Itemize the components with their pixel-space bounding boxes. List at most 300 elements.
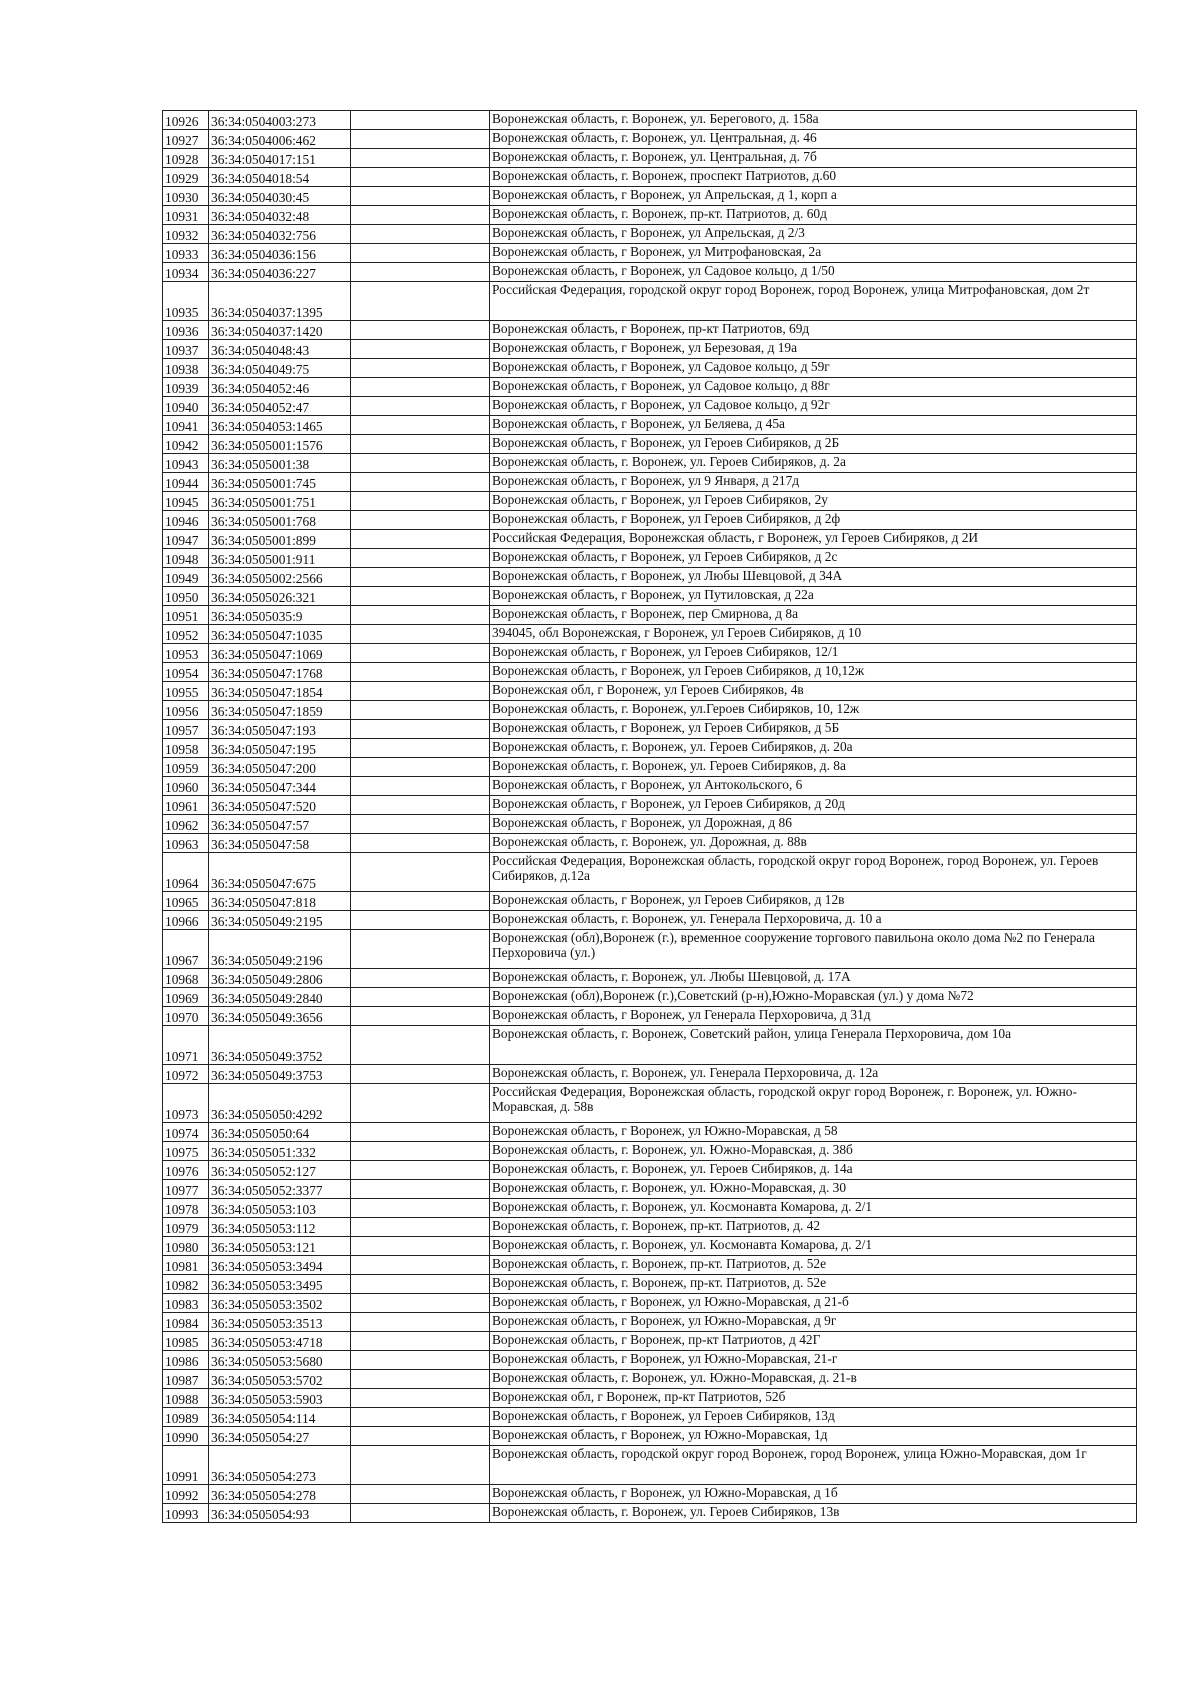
- address: Воронежская область, г Воронеж, ул Героев Сибиряков, д 12в: [490, 892, 1137, 911]
- empty-cell: [351, 1218, 490, 1237]
- cadastral-number: 36:34:0505001:751: [209, 492, 351, 511]
- cadastral-number: 36:34:0505047:675: [209, 853, 351, 892]
- address: Российская Федерация, Воронежская область, городской округ город Воронеж, г. Воронеж, ул. Южно-Моравская, д. 58в: [490, 1084, 1137, 1123]
- address: Воронежская область, г. Воронеж, ул. Южно-Моравская, д. 21-в: [490, 1370, 1137, 1389]
- table-row: [163, 1256, 1137, 1275]
- address: Российская Федерация, Воронежская область, городской округ город Воронеж, город Воронеж, ул. Героев Сибиряков, д.12а: [490, 853, 1137, 892]
- row-number: 10941: [163, 416, 209, 435]
- cadastral-number: 36:34:0505053:3513: [209, 1313, 351, 1332]
- row-number: 10963: [163, 834, 209, 853]
- table-row: [163, 187, 1137, 206]
- table-row: [163, 282, 1137, 321]
- address: Воронежская область, г. Воронеж, ул. Космонавта Комарова, д. 2/1: [490, 1199, 1137, 1218]
- empty-cell: [351, 244, 490, 263]
- table-row: [163, 853, 1137, 892]
- row-number: 10992: [163, 1485, 209, 1504]
- row-number: 10952: [163, 625, 209, 644]
- row-number: 10962: [163, 815, 209, 834]
- cadastral-number: 36:34:0504030:45: [209, 187, 351, 206]
- table-row: [163, 1007, 1137, 1026]
- row-number: 10931: [163, 206, 209, 225]
- cadastral-number: 36:34:0505026:321: [209, 587, 351, 606]
- table-row: [163, 568, 1137, 587]
- row-number: 10948: [163, 549, 209, 568]
- row-number: 10928: [163, 149, 209, 168]
- cadastral-number: 36:34:0505047:1069: [209, 644, 351, 663]
- row-number: 10993: [163, 1504, 209, 1523]
- table-row: [163, 892, 1137, 911]
- cadastral-number: 36:34:0505053:103: [209, 1199, 351, 1218]
- row-number: 10984: [163, 1313, 209, 1332]
- empty-cell: [351, 225, 490, 244]
- row-number: 10934: [163, 263, 209, 282]
- cadastral-number: 36:34:0504037:1420: [209, 321, 351, 340]
- cadastral-number: 36:34:0505049:3656: [209, 1007, 351, 1026]
- row-number: 10968: [163, 969, 209, 988]
- row-number: 10943: [163, 454, 209, 473]
- address: Воронежская область, г Воронеж, ул Героев Сибиряков, д 10,12ж: [490, 663, 1137, 682]
- row-number: 10959: [163, 758, 209, 777]
- empty-cell: [351, 1332, 490, 1351]
- table-row: [163, 606, 1137, 625]
- address: Воронежская область, г Воронеж, ул Южно-Моравская, д 1б: [490, 1485, 1137, 1504]
- address: Воронежская область, г. Воронеж, ул. Генерала Перхоровича, д. 10 а: [490, 911, 1137, 930]
- address: Воронежская область, г Воронеж, ул Любы Шевцовой, д 34А: [490, 568, 1137, 587]
- cadastral-number: 36:34:0505053:121: [209, 1237, 351, 1256]
- cadastral-number: 36:34:0505049:3753: [209, 1065, 351, 1084]
- address: Воронежская область, г. Воронеж, ул. Берегового, д. 158а: [490, 111, 1137, 130]
- address: Воронежская область, г. Воронеж, ул. Южно-Моравская, д. 38б: [490, 1142, 1137, 1161]
- table-row: [163, 1332, 1137, 1351]
- table-row: [163, 682, 1137, 701]
- address: Воронежская область, г Воронеж, ул Дорожная, д 86: [490, 815, 1137, 834]
- cadastral-number: 36:34:0504036:156: [209, 244, 351, 263]
- row-number: 10988: [163, 1389, 209, 1408]
- table-row: [163, 1084, 1137, 1123]
- cadastral-number: 36:34:0505049:2195: [209, 911, 351, 930]
- empty-cell: [351, 1065, 490, 1084]
- cadastral-number: 36:34:0505053:3502: [209, 1294, 351, 1313]
- cadastral-number: 36:34:0505047:818: [209, 892, 351, 911]
- empty-cell: [351, 1427, 490, 1446]
- row-number: 10981: [163, 1256, 209, 1275]
- empty-cell: [351, 834, 490, 853]
- empty-cell: [351, 796, 490, 815]
- empty-cell: [351, 625, 490, 644]
- address: Воронежская область, г Воронеж, ул Беляева, д 45а: [490, 416, 1137, 435]
- row-number: 10989: [163, 1408, 209, 1427]
- address: Воронежская обл, г Воронеж, ул Героев Сибиряков, 4в: [490, 682, 1137, 701]
- address: Воронежская (обл),Воронеж (г.), временное сооружение торгового павильона около дома №2 по Генерала Перхоровича (ул.): [490, 930, 1137, 969]
- property-registry-table: [162, 110, 1137, 1523]
- table-row: [163, 1026, 1137, 1065]
- empty-cell: [351, 1370, 490, 1389]
- table-row: [163, 492, 1137, 511]
- registry-rows: [163, 111, 1137, 1523]
- cadastral-number: 36:34:0505049:3752: [209, 1026, 351, 1065]
- table-row: [163, 1123, 1137, 1142]
- row-number: 10940: [163, 397, 209, 416]
- address: Воронежская область, г. Воронеж, ул. Дорожная, д. 88в: [490, 834, 1137, 853]
- address: Воронежская область, г. Воронеж, ул. Генерала Перхоровича, д. 12а: [490, 1065, 1137, 1084]
- cadastral-number: 36:34:0505047:520: [209, 796, 351, 815]
- address: Воронежская область, г. Воронеж, ул. Центральная, д. 46: [490, 130, 1137, 149]
- row-number: 10990: [163, 1427, 209, 1446]
- row-number: 10957: [163, 720, 209, 739]
- empty-cell: [351, 1007, 490, 1026]
- table-row: [163, 321, 1137, 340]
- table-row: [163, 130, 1137, 149]
- address: Воронежская область, г Воронеж, ул Героев Сибиряков, д 5Б: [490, 720, 1137, 739]
- cadastral-number: 36:34:0505049:2806: [209, 969, 351, 988]
- address: Воронежская область, г Воронеж, ул Путиловская, д 22а: [490, 587, 1137, 606]
- address: Российская Федерация, Воронежская область, г Воронеж, ул Героев Сибиряков, д 2И: [490, 530, 1137, 549]
- row-number: 10944: [163, 473, 209, 492]
- empty-cell: [351, 511, 490, 530]
- cadastral-number: 36:34:0505050:64: [209, 1123, 351, 1142]
- row-number: 10985: [163, 1332, 209, 1351]
- cadastral-number: 36:34:0505054:278: [209, 1485, 351, 1504]
- empty-cell: [351, 682, 490, 701]
- empty-cell: [351, 663, 490, 682]
- empty-cell: [351, 263, 490, 282]
- table-row: [163, 739, 1137, 758]
- row-number: 10953: [163, 644, 209, 663]
- address: Воронежская область, г Воронеж, ул Героев Сибиряков, д 20д: [490, 796, 1137, 815]
- table-row: [163, 1199, 1137, 1218]
- row-number: 10937: [163, 340, 209, 359]
- table-row: [163, 454, 1137, 473]
- cadastral-number: 36:34:0504037:1395: [209, 282, 351, 321]
- empty-cell: [351, 530, 490, 549]
- cadastral-number: 36:34:0505001:899: [209, 530, 351, 549]
- table-row: [163, 1504, 1137, 1523]
- cadastral-number: 36:34:0505052:127: [209, 1161, 351, 1180]
- cadastral-number: 36:34:0505001:1576: [209, 435, 351, 454]
- table-row: [163, 911, 1137, 930]
- table-row: [163, 473, 1137, 492]
- cadastral-number: 36:34:0505053:4718: [209, 1332, 351, 1351]
- empty-cell: [351, 492, 490, 511]
- row-number: 10936: [163, 321, 209, 340]
- empty-cell: [351, 1351, 490, 1370]
- address: Воронежская область, г Воронеж, ул Садовое кольцо, д 1/50: [490, 263, 1137, 282]
- address: Воронежская область, г Воронеж, ул Героев Сибиряков, 12/1: [490, 644, 1137, 663]
- row-number: 10970: [163, 1007, 209, 1026]
- cadastral-number: 36:34:0505001:38: [209, 454, 351, 473]
- address: Воронежская область, г. Воронеж, пр-кт. Патриотов, д. 52е: [490, 1275, 1137, 1294]
- address: Воронежская область, г. Воронеж, ул. Космонавта Комарова, д. 2/1: [490, 1237, 1137, 1256]
- empty-cell: [351, 435, 490, 454]
- row-number: 10972: [163, 1065, 209, 1084]
- table-row: [163, 1294, 1137, 1313]
- table-row: [163, 1351, 1137, 1370]
- empty-cell: [351, 1446, 490, 1485]
- row-number: 10986: [163, 1351, 209, 1370]
- table-row: [163, 149, 1137, 168]
- empty-cell: [351, 644, 490, 663]
- empty-cell: [351, 1180, 490, 1199]
- row-number: 10974: [163, 1123, 209, 1142]
- table-row: [163, 359, 1137, 378]
- empty-cell: [351, 149, 490, 168]
- address: Воронежская область, г. Воронеж, пр-кт. Патриотов, д. 42: [490, 1218, 1137, 1237]
- row-number: 10946: [163, 511, 209, 530]
- row-number: 10973: [163, 1084, 209, 1123]
- empty-cell: [351, 473, 490, 492]
- address: Воронежская область, г Воронеж, ул Героев Сибиряков, д 2ф: [490, 511, 1137, 530]
- table-row: [163, 720, 1137, 739]
- table-row: [163, 1161, 1137, 1180]
- row-number: 10926: [163, 111, 209, 130]
- row-number: 10938: [163, 359, 209, 378]
- row-number: 10976: [163, 1161, 209, 1180]
- cadastral-number: 36:34:0504049:75: [209, 359, 351, 378]
- cadastral-number: 36:34:0505053:112: [209, 1218, 351, 1237]
- empty-cell: [351, 701, 490, 720]
- table-row: [163, 530, 1137, 549]
- table-row: [163, 587, 1137, 606]
- table-row: [163, 435, 1137, 454]
- table-row: [163, 625, 1137, 644]
- cadastral-number: 36:34:0505052:3377: [209, 1180, 351, 1199]
- row-number: 10955: [163, 682, 209, 701]
- empty-cell: [351, 853, 490, 892]
- empty-cell: [351, 1485, 490, 1504]
- empty-cell: [351, 892, 490, 911]
- address: Воронежская область, г Воронеж, ул Антокольского, 6: [490, 777, 1137, 796]
- table-row: [163, 1427, 1137, 1446]
- table-row: [163, 1408, 1137, 1427]
- table-row: [163, 644, 1137, 663]
- empty-cell: [351, 1084, 490, 1123]
- row-number: 10983: [163, 1294, 209, 1313]
- empty-cell: [351, 720, 490, 739]
- empty-cell: [351, 1199, 490, 1218]
- cadastral-number: 36:34:0505054:93: [209, 1504, 351, 1523]
- empty-cell: [351, 568, 490, 587]
- address: Воронежская область, г. Воронеж, пр-кт. Патриотов, д. 60д: [490, 206, 1137, 225]
- address: Воронежская область, г Воронеж, ул Садовое кольцо, д 88г: [490, 378, 1137, 397]
- table-row: [163, 930, 1137, 969]
- address: Воронежская обл, г Воронеж, пр-кт Патриотов, 52б: [490, 1389, 1137, 1408]
- empty-cell: [351, 988, 490, 1007]
- empty-cell: [351, 1504, 490, 1523]
- row-number: 10960: [163, 777, 209, 796]
- cadastral-number: 36:34:0505047:193: [209, 720, 351, 739]
- table-row: [163, 1275, 1137, 1294]
- row-number: 10982: [163, 1275, 209, 1294]
- table-row: [163, 378, 1137, 397]
- address: Воронежская область, г. Воронеж, ул. Любы Шевцовой, д. 17А: [490, 969, 1137, 988]
- address: Воронежская область, г Воронеж, ул Южно-Моравская, д 21-б: [490, 1294, 1137, 1313]
- row-number: 10930: [163, 187, 209, 206]
- empty-cell: [351, 206, 490, 225]
- row-number: 10947: [163, 530, 209, 549]
- row-number: 10980: [163, 1237, 209, 1256]
- empty-cell: [351, 930, 490, 969]
- address: Воронежская область, г Воронеж, ул Апрельская, д 1, корп а: [490, 187, 1137, 206]
- table-row: [163, 1485, 1137, 1504]
- cadastral-number: 36:34:0505002:2566: [209, 568, 351, 587]
- empty-cell: [351, 1161, 490, 1180]
- cadastral-number: 36:34:0505053:5903: [209, 1389, 351, 1408]
- table-row: [163, 988, 1137, 1007]
- table-row: [163, 416, 1137, 435]
- row-number: 10949: [163, 568, 209, 587]
- table-row: [163, 758, 1137, 777]
- address: Воронежская область, г. Воронеж, ул. Центральная, д. 7б: [490, 149, 1137, 168]
- empty-cell: [351, 1389, 490, 1408]
- row-number: 10961: [163, 796, 209, 815]
- empty-cell: [351, 1313, 490, 1332]
- empty-cell: [351, 1026, 490, 1065]
- empty-cell: [351, 1294, 490, 1313]
- address: Воронежская область, г Воронеж, ул 9 Января, д 217д: [490, 473, 1137, 492]
- empty-cell: [351, 321, 490, 340]
- table-row: [163, 777, 1137, 796]
- row-number: 10966: [163, 911, 209, 930]
- empty-cell: [351, 359, 490, 378]
- cadastral-number: 36:34:0504052:46: [209, 378, 351, 397]
- address: Воронежская область, г Воронеж, ул Садовое кольцо, д 59г: [490, 359, 1137, 378]
- address: Воронежская область, г Воронеж, ул Героев Сибиряков, 2у: [490, 492, 1137, 511]
- table-row: [163, 340, 1137, 359]
- empty-cell: [351, 378, 490, 397]
- empty-cell: [351, 1275, 490, 1294]
- table-row: [163, 244, 1137, 263]
- row-number: 10979: [163, 1218, 209, 1237]
- row-number: 10932: [163, 225, 209, 244]
- cadastral-number: 36:34:0504003:273: [209, 111, 351, 130]
- cadastral-number: 36:34:0505053:5702: [209, 1370, 351, 1389]
- empty-cell: [351, 549, 490, 568]
- row-number: 10945: [163, 492, 209, 511]
- address: Воронежская область, г Воронеж, ул Южно-Моравская, 1д: [490, 1427, 1137, 1446]
- address: Воронежская область, г Воронеж, ул Героев Сибиряков, д 2с: [490, 549, 1137, 568]
- cadastral-number: 36:34:0505049:2840: [209, 988, 351, 1007]
- cadastral-number: 36:34:0504006:462: [209, 130, 351, 149]
- table-row: [163, 206, 1137, 225]
- table-row: [163, 815, 1137, 834]
- cadastral-number: 36:34:0505047:1859: [209, 701, 351, 720]
- address: Воронежская область, г Воронеж, ул Южно-Моравская, 21-г: [490, 1351, 1137, 1370]
- row-number: 10950: [163, 587, 209, 606]
- row-number: 10942: [163, 435, 209, 454]
- cadastral-number: 36:34:0505047:344: [209, 777, 351, 796]
- address: Воронежская область, г Воронеж, ул Героев Сибиряков, д 2Б: [490, 435, 1137, 454]
- address: Воронежская область, городской округ город Воронеж, город Воронеж, улица Южно-Моравская, дом 1г: [490, 1446, 1137, 1485]
- empty-cell: [351, 777, 490, 796]
- empty-cell: [351, 130, 490, 149]
- table-row: [163, 549, 1137, 568]
- address: Воронежская область, г Воронеж, ул Южно-Моравская, д 58: [490, 1123, 1137, 1142]
- cadastral-number: 36:34:0504048:43: [209, 340, 351, 359]
- cadastral-number: 36:34:0505053:5680: [209, 1351, 351, 1370]
- table-row: [163, 225, 1137, 244]
- cadastral-number: 36:34:0505047:1768: [209, 663, 351, 682]
- address: Воронежская область, г. Воронеж, ул. Южно-Моравская, д. 30: [490, 1180, 1137, 1199]
- address: Воронежская область, г Воронеж, ул Апрельская, д 2/3: [490, 225, 1137, 244]
- address: Воронежская область, г. Воронеж, ул. Героев Сибиряков, д. 8а: [490, 758, 1137, 777]
- empty-cell: [351, 397, 490, 416]
- cadastral-number: 36:34:0504017:151: [209, 149, 351, 168]
- cadastral-number: 36:34:0505053:3494: [209, 1256, 351, 1275]
- row-number: 10958: [163, 739, 209, 758]
- empty-cell: [351, 282, 490, 321]
- table-row: [163, 969, 1137, 988]
- row-number: 10935: [163, 282, 209, 321]
- table-row: [163, 1389, 1137, 1408]
- address: Воронежская область, г. Воронеж, ул.Героев Сибиряков, 10, 12ж: [490, 701, 1137, 720]
- table-row: [163, 796, 1137, 815]
- empty-cell: [351, 416, 490, 435]
- cadastral-number: 36:34:0504032:756: [209, 225, 351, 244]
- empty-cell: [351, 739, 490, 758]
- row-number: 10964: [163, 853, 209, 892]
- table-row: [163, 1446, 1137, 1485]
- empty-cell: [351, 911, 490, 930]
- table-row: [163, 263, 1137, 282]
- cadastral-number: 36:34:0505001:745: [209, 473, 351, 492]
- empty-cell: [351, 1256, 490, 1275]
- empty-cell: [351, 340, 490, 359]
- cadastral-number: 36:34:0505053:3495: [209, 1275, 351, 1294]
- address: Воронежская область, г. Воронеж, ул. Героев Сибиряков, д. 2а: [490, 454, 1137, 473]
- table-row: [163, 1370, 1137, 1389]
- cadastral-number: 36:34:0505035:9: [209, 606, 351, 625]
- address: Воронежская область, г Воронеж, ул Генерала Перхоровича, д 31д: [490, 1007, 1137, 1026]
- row-number: 10991: [163, 1446, 209, 1485]
- empty-cell: [351, 606, 490, 625]
- table-row: [163, 1065, 1137, 1084]
- address: 394045, обл Воронежская, г Воронеж, ул Героев Сибиряков, д 10: [490, 625, 1137, 644]
- row-number: 10969: [163, 988, 209, 1007]
- cadastral-number: 36:34:0505001:911: [209, 549, 351, 568]
- cadastral-number: 36:34:0504036:227: [209, 263, 351, 282]
- table-row: [163, 397, 1137, 416]
- table-row: [163, 168, 1137, 187]
- empty-cell: [351, 454, 490, 473]
- address: Российская Федерация, городской округ город Воронеж, город Воронеж, улица Митрофановская, дом 2т: [490, 282, 1137, 321]
- table-row: [163, 511, 1137, 530]
- empty-cell: [351, 758, 490, 777]
- row-number: 10965: [163, 892, 209, 911]
- row-number: 10978: [163, 1199, 209, 1218]
- empty-cell: [351, 1237, 490, 1256]
- empty-cell: [351, 587, 490, 606]
- table-row: [163, 1142, 1137, 1161]
- cadastral-number: 36:34:0505047:1854: [209, 682, 351, 701]
- row-number: 10954: [163, 663, 209, 682]
- row-number: 10927: [163, 130, 209, 149]
- empty-cell: [351, 187, 490, 206]
- address: Воронежская область, г. Воронеж, ул. Героев Сибиряков, д. 14а: [490, 1161, 1137, 1180]
- cadastral-number: 36:34:0505047:195: [209, 739, 351, 758]
- row-number: 10971: [163, 1026, 209, 1065]
- table-row: [163, 663, 1137, 682]
- address: Воронежская область, г. Воронеж, Советский район, улица Генерала Перхоровича, дом 10а: [490, 1026, 1137, 1065]
- address: Воронежская (обл),Воронеж (г.),Советский (р-н),Южно-Моравская (ул.) у дома №72: [490, 988, 1137, 1007]
- address: Воронежская область, г Воронеж, ул Митрофановская, 2а: [490, 244, 1137, 263]
- row-number: 10951: [163, 606, 209, 625]
- cadastral-number: 36:34:0504053:1465: [209, 416, 351, 435]
- row-number: 10967: [163, 930, 209, 969]
- cadastral-number: 36:34:0505047:57: [209, 815, 351, 834]
- row-number: 10939: [163, 378, 209, 397]
- empty-cell: [351, 1408, 490, 1427]
- empty-cell: [351, 111, 490, 130]
